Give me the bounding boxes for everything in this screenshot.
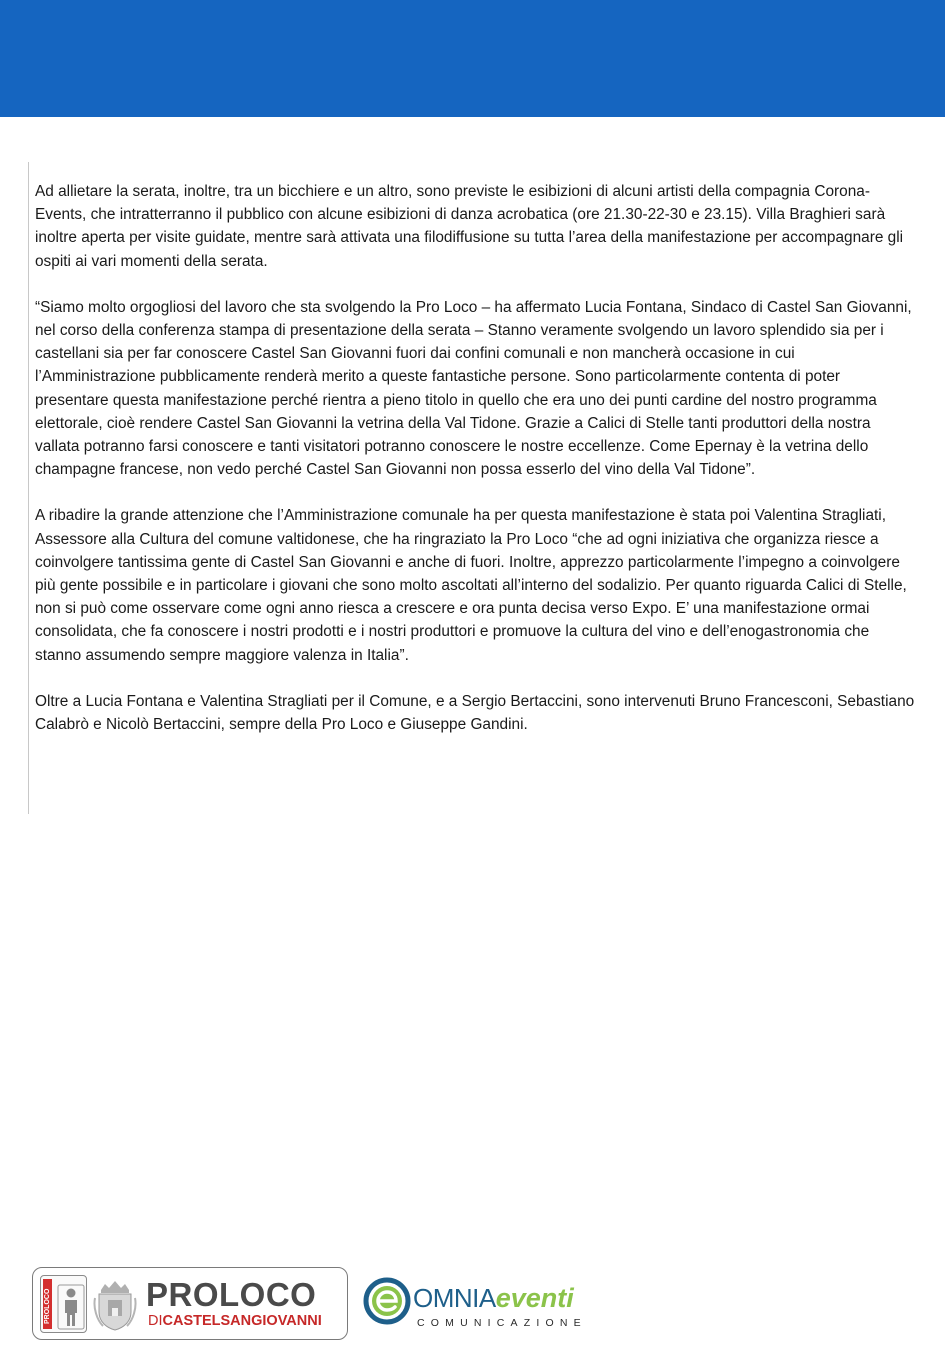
- omnia-word-main: OMNIA: [413, 1283, 496, 1313]
- proloco-badge: [40, 1275, 87, 1333]
- proloco-logo: [32, 1267, 348, 1340]
- article-paragraph-2: “Siamo molto orgogliosi del lavoro che sta svolgendo la Pro Loco – ha affermato Lucia Fontana, Sindaco di Castel San Giovanni, nel corso della conferenza stampa di presentazione della serata – Stanno veramente svolgendo un lavoro splendido sia per i castellani sia per far conoscere Castel San Giovanni fuori dai confini comunali e non mancherà occasione in cui l’Amministrazione pubblicamente renderà merito a queste fantastiche persone. Sono particolarmente contenta di poter presentare questa manifestazione perché rientra a pieno titolo in quello che era uno dei punti cardine del nostro programma elettorale, cioè rendere Castel San Giovanni la vetrina della Val Tidone. Grazie a Calici di Stelle tanti produttori della nostra vallata potranno farsi conoscere e tanti visitatori potranno conoscere le nostre eccellenze. Come Epernay è la vetrina dello champagne francese, non vedo perché Castel San Giovanni non possa esserlo del vino della Val Tidone”.: [35, 298, 912, 479]
- proloco-sub-town: CASTELSANGIOVANNI: [162, 1313, 322, 1329]
- proloco-subtitle: [148, 1313, 322, 1329]
- content-left-rule: [28, 162, 29, 814]
- header-banner: [0, 0, 945, 117]
- article-paragraph-1: Ad allietare la serata, inoltre, tra un bicchiere e un altro, sono previste le esibizioni di alcuni artisti della compagnia Corona-Events, che intratterranno il pubblico con alcune esibizioni di danza acrobatica (ore 21.30-22-30 e 23.15). Villa Braghieri sarà inoltre aperta per visite guidate, mentre sarà attivata una filodiffusione su tutta l’area della manifestazione per accompagnare gli ospiti ai vari momenti della serata.: [35, 183, 904, 270]
- proloco-badge-text: PROLOCO: [44, 1288, 51, 1324]
- town-crest-icon: [93, 1278, 137, 1332]
- proloco-sub-prefix: DI: [148, 1313, 163, 1329]
- omnia-wordmark: [413, 1283, 574, 1314]
- omnia-word-accent: eventi: [495, 1283, 574, 1313]
- omnia-eventi-logo: [363, 1277, 608, 1335]
- person-icon: [57, 1284, 85, 1330]
- omnia-tagline: COMUNICAZIONE: [417, 1317, 587, 1329]
- omnia-e-icon: [363, 1277, 411, 1325]
- article-paragraph-3: A ribadire la grande attenzione che l’Amministrazione comunale ha per questa manifestazione è stata poi Valentina Stragliati, Assessore alla Cultura del comune valtidonese, che ha ringraziato la Pro Loco “che ad ogni iniziativa che organizza riesce a coinvolgere tantissima gente di Castel San Giovanni e anche di fuori. Inoltre, apprezzo particolarmente l’impegno a coinvolgere più gente possibile e in particolare i giovani che sono molto ascoltati all’interno del sodalizio. Per quanto riguarda Calici di Stelle, non si può come osservare come ogni anno riesca a crescere e ora punta decisa verso Expo. E’ una manifestazione ormai consolidata, che fa conoscere i nostri prodotti e i nostri produttori e promuove la cultura del vino e dell’enogastronomia che stanno assumendo sempre maggiore valenza in Italia”.: [35, 507, 907, 664]
- article-paragraph-4: Oltre a Lucia Fontana e Valentina Stragliati per il Comune, e a Sergio Bertaccini, sono intervenuti Bruno Francesconi, Sebastiano Calabrò e Nicolò Bertaccini, sempre della Pro Loco e Giuseppe Gandini.: [35, 692, 915, 734]
- article-body: [35, 180, 915, 759]
- proloco-name: PROLOCO: [146, 1276, 317, 1313]
